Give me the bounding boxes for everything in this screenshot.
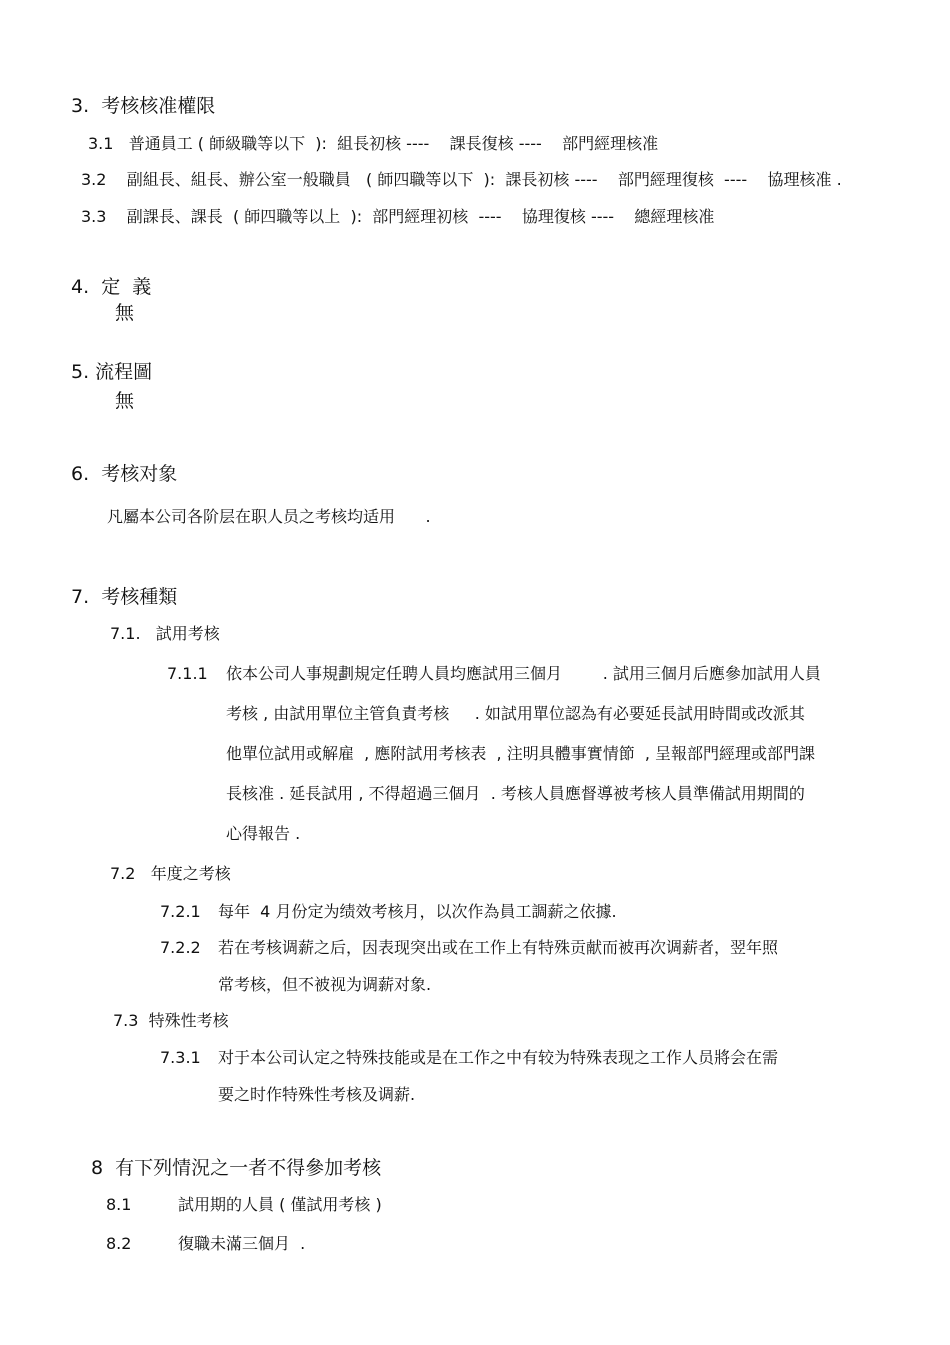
section-4-heading: 4. 定 義 [71, 276, 152, 298]
section-7-3-1-line: 对于本公司认定之特殊技能或是在工作之中有较为特殊表现之工作人员將会在需 [218, 1048, 779, 1067]
section-7-heading: 7. 考核種類 [71, 586, 178, 608]
section-7-3-label: 7.3 特殊性考核 [113, 1011, 229, 1030]
section-7-1-1-line: 心得報告 . [226, 824, 301, 843]
section-6-body: 凡屬本公司各阶层在职人员之考核均适用 . [107, 507, 431, 526]
section-7-2-1-text: 每年 4 月份定为绩效考核月，以次作為員工調薪之依據. [218, 902, 617, 921]
section-3-2-text: 3.2 副組長、組長、辦公室一般職員 ( 師四職等以下 ): 課長初核 ---- 部門經理復核 ---- 協理核准 . [81, 170, 842, 189]
section-7-2-1-number: 7.2.1 [160, 902, 201, 921]
section-7-3-1-number: 7.3.1 [160, 1048, 201, 1067]
section-7-1-1-number: 7.1.1 [167, 664, 208, 683]
section-7-1-1-line: 他單位試用或解雇 , 應附試用考核表 , 注明具體事實情節 , 呈報部門經理或部門課 [226, 744, 816, 763]
section-7-1-label: 7.1. 試用考核 [110, 624, 220, 643]
section-8-2-number: 8.2 [106, 1234, 132, 1253]
section-7-2-2-line: 常考核，但不被视为调薪对象. [218, 975, 432, 994]
section-6-heading: 6. 考核对象 [71, 463, 178, 485]
section-7-2-label: 7.2 年度之考核 [110, 864, 231, 883]
section-8-1-number: 8.1 [106, 1195, 132, 1214]
section-7-3-1-line: 要之时作特殊性考核及调薪. [218, 1085, 416, 1104]
section-8-1-text: 試用期的人員 ( 僅試用考核 ) [178, 1195, 382, 1214]
section-3-heading: 3. 考核核准權限 [71, 95, 216, 117]
section-3-1-text: 3.1 普通員工 ( 師級職等以下 ): 組長初核 ---- 課長復核 ---- 部門經理核准 [88, 134, 659, 153]
section-7-2-2-number: 7.2.2 [160, 938, 201, 957]
section-8-2-text: 復職未滿三個月 . [178, 1234, 306, 1253]
section-5-body: 無 [115, 390, 135, 412]
section-8-heading: 8 有下列情況之一者不得參加考核 [91, 1157, 382, 1179]
section-7-2-2-line: 若在考核调薪之后，因表现突出或在工作上有特殊贡献而被再次调薪者，翌年照 [218, 938, 779, 957]
section-7-1-1-line: 考核 , 由試用單位主管負責考核 . 如試用單位認為有必要延長試用時間或改派其 [226, 704, 805, 723]
section-3-3-text: 3.3 副課長、課長 ( 師四職等以上 ): 部門經理初核 ---- 協理復核 ---- 總經理核准 [81, 207, 715, 226]
section-7-1-1-line: 依本公司人事規劃規定任聘人員均應試用三個月 . 試用三個月后應參加試用人員 [226, 664, 821, 683]
section-4-body: 無 [115, 302, 135, 324]
section-7-1-1-line: 長核准 . 延長試用 , 不得超過三個月 . 考核人員應督導被考核人員準備試用期間的 [226, 784, 805, 803]
section-5-heading: 5. 流程圖 [71, 361, 153, 383]
